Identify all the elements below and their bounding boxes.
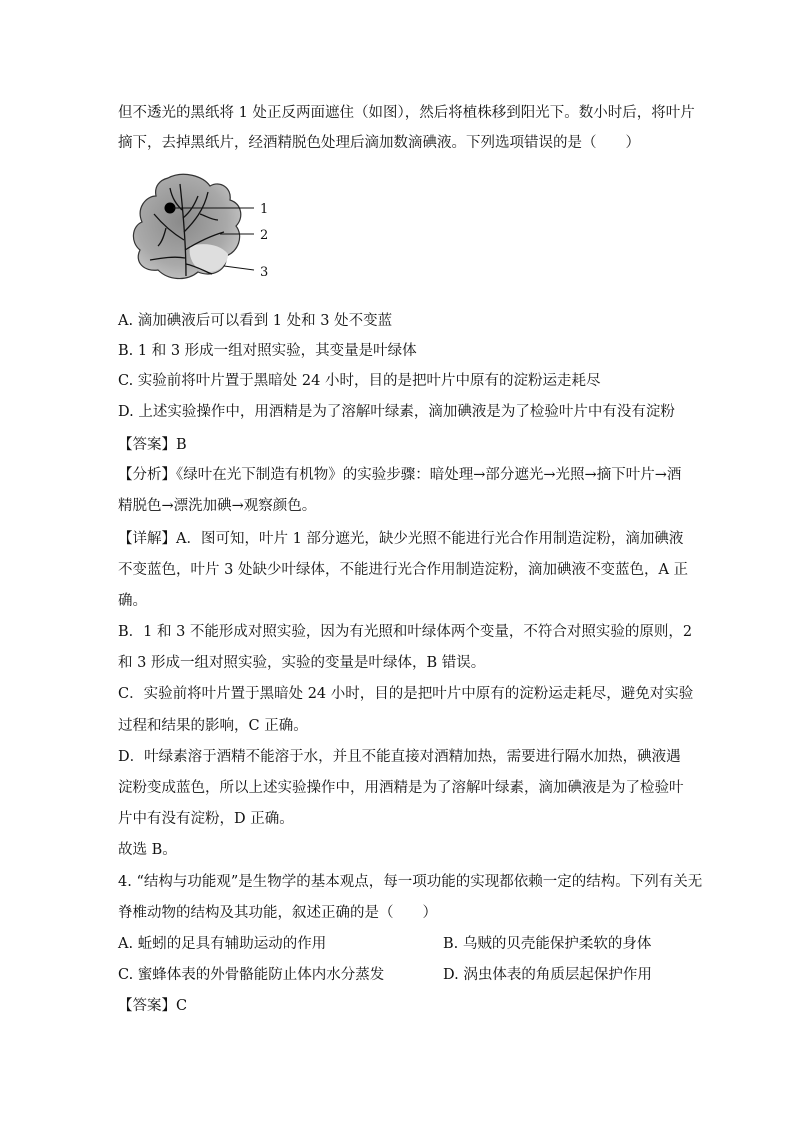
q3-analysis-line-1: 【分析】《绿叶在光下制造有机物》的实验步骤：暗处理→部分遮光→光照→摘下叶片→酒: [118, 467, 682, 483]
q3-detail-b-line-2: 和 3 形成一组对照实验，实验的变量是叶绿体，B 错误。: [118, 655, 486, 671]
q4-option-d: D. 涡虫体表的角质层起保护作用: [443, 967, 652, 983]
q3-option-a: A. 滴加碘液后可以看到 1 处和 3 处不变蓝: [118, 313, 393, 329]
q3-conclusion: 故选 B。: [118, 842, 177, 858]
q3-answer: 【答案】B: [118, 437, 187, 453]
q4-option-a: A. 蚯蚓的足具有辅助运动的作用: [118, 936, 327, 952]
q3-detail-d-line-1: D．叶绿素溶于酒精不能溶于水，并且不能直接对酒精加热，需要进行隔水加热，碘液遇: [118, 749, 681, 765]
q4-option-b: B. 乌贼的贝壳能保护柔软的身体: [443, 936, 652, 952]
q3-option-d: D. 上述实验操作中，用酒精是为了溶解叶绿素，滴加碘液是为了检验叶片中有没有淀粉: [118, 404, 675, 420]
q4-option-c: C. 蜜蜂体表的外骨骼能防止体内水分蒸发: [118, 967, 385, 983]
q3-option-b: B. 1 和 3 形成一组对照实验，其变量是叶绿体: [118, 343, 417, 359]
q3-option-c: C. 实验前将叶片置于黑暗处 24 小时，目的是把叶片中原有的淀粉运走耗尽: [118, 373, 601, 389]
q3-detail-c-line-2: 过程和结果的影响，C 正确。: [118, 718, 308, 734]
q3-stem-line-2: 摘下，去掉黑纸片，经酒精脱色处理后滴加数滴碘液。下列选项错误的是（ ）: [118, 135, 640, 151]
figure-label-1: 1: [260, 202, 269, 217]
figure-label-2: 2: [260, 228, 269, 243]
q3-stem-line-1: 但不透光的黑纸将 1 处正反两面遮住（如图），然后将植株移到阳光下。数小时后，将叶片: [118, 105, 695, 121]
q3-detail-d-line-2: 淀粉变成蓝色，所以上述实验操作中，用酒精是为了溶解叶绿素，滴加碘液是为了检验叶: [118, 780, 684, 796]
q3-detail-a-line-3: 确。: [118, 593, 147, 609]
q4-stem-line-1: 4. “结构与功能观”是生物学的基本观点，每一项功能的实现都依赖一定的结构。下列有关无: [118, 874, 703, 890]
q4-stem-line-2: 脊椎动物的结构及其功能，叙述正确的是（ ）: [118, 905, 437, 921]
leaf-diagram: [128, 170, 288, 288]
figure-label-3: 3: [260, 265, 269, 280]
q3-analysis-line-2: 精脱色→漂洗加碘→观察颜色。: [118, 498, 317, 514]
q3-detail-d-line-3: 片中有没有淀粉，D 正确。: [118, 811, 294, 827]
q3-detail-c-line-1: C．实验前将叶片置于黑暗处 24 小时，目的是把叶片中原有的淀粉运走耗尽，避免对实验: [118, 686, 694, 702]
q3-detail-b-line-1: B．1 和 3 不能形成对照实验，因为有光照和叶绿体两个变量，不符合对照实验的原则，2: [118, 624, 693, 640]
q4-answer: 【答案】C: [118, 998, 188, 1014]
q3-detail-a-line-2: 不变蓝色，叶片 3 处缺少叶绿体，不能进行光合作用制造淀粉，滴加碘液不变蓝色，A 正: [118, 562, 689, 578]
q3-detail-a-line-1: 【详解】A．图可知，叶片 1 部分遮光，缺少光照不能进行光合作用制造淀粉，滴加碘液: [118, 531, 684, 547]
leaf-diagram-svg: [128, 170, 288, 288]
